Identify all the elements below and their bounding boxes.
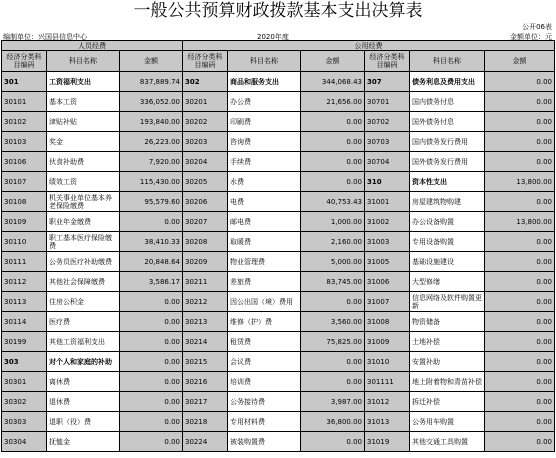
cell-amount: 0.00 xyxy=(485,272,555,292)
cell-name: 工资福利支出 xyxy=(47,72,120,92)
cell-name: 会议费 xyxy=(228,352,301,372)
cell-name: 奖金 xyxy=(47,132,120,152)
cell-amount: 336,052.00 xyxy=(120,92,183,112)
cell-code: 30224 xyxy=(183,432,228,452)
cell-code: 30111 xyxy=(2,252,47,272)
cell-amount: 0.00 xyxy=(301,152,365,172)
cell-amount: 0.00 xyxy=(485,152,555,172)
cell-code: 31010 xyxy=(365,352,410,372)
cell-code: 30212 xyxy=(183,292,228,312)
group-personnel-header: 人员经费 xyxy=(2,41,183,51)
table-row xyxy=(2,292,555,312)
cell-code: 30302 xyxy=(2,392,47,412)
cell-name: 物资储备 xyxy=(410,312,485,332)
cell-amount: 0.00 xyxy=(485,252,555,272)
cell-name: 拆迁补偿 xyxy=(410,392,485,412)
cell-amount: 0.00 xyxy=(485,232,555,252)
cell-name: 取暖费 xyxy=(228,232,301,252)
cell-name: 退职（役）费 xyxy=(47,412,120,432)
cell-name: 租赁费 xyxy=(228,332,301,352)
cell-amount: 0.00 xyxy=(485,372,555,392)
cell-name: 被装购置费 xyxy=(228,432,301,452)
cell-code: 310 xyxy=(365,172,410,192)
cell-code: 30216 xyxy=(183,372,228,392)
cell-name: 土地补偿 xyxy=(410,332,485,352)
cell-code: 30107 xyxy=(2,172,47,192)
col-name-header: 科目名称 xyxy=(228,51,301,72)
cell-amount: 0.00 xyxy=(301,352,365,372)
cell-amount: 0.00 xyxy=(120,212,183,232)
cell-code: 31003 xyxy=(365,232,410,252)
cell-code: 30703 xyxy=(365,132,410,152)
cell-amount: 0.00 xyxy=(301,432,365,452)
cell-amount: 0.00 xyxy=(485,332,555,352)
cell-code: 31007 xyxy=(365,292,410,312)
cell-code: 30110 xyxy=(2,232,47,252)
cell-name: 商品和服务支出 xyxy=(228,72,301,92)
table-row xyxy=(2,272,555,292)
cell-code: 30101 xyxy=(2,92,47,112)
cell-code: 30199 xyxy=(2,332,47,352)
cell-name: 大型修缮 xyxy=(410,272,485,292)
col-amount-header: 金额 xyxy=(301,51,365,72)
cell-amount: 75,825.00 xyxy=(301,332,365,352)
cell-name: 离休费 xyxy=(47,372,120,392)
cell-code: 307 xyxy=(365,72,410,92)
cell-code: 30206 xyxy=(183,192,228,212)
col-code-header: 经济分类科目编码 xyxy=(365,51,410,72)
cell-amount: 0.00 xyxy=(301,372,365,392)
cell-code: 31002 xyxy=(365,212,410,232)
cell-name: 伙食补助费 xyxy=(47,152,120,172)
cell-code: 30112 xyxy=(2,272,47,292)
cell-amount: 344,068.43 xyxy=(301,72,365,92)
cell-amount: 0.00 xyxy=(485,412,555,432)
cell-amount: 0.00 xyxy=(485,292,555,312)
cell-amount: 95,579.60 xyxy=(120,192,183,212)
money-unit: 金额单位：元 xyxy=(510,33,552,41)
cell-code: 30704 xyxy=(365,152,410,172)
cell-amount: 0.00 xyxy=(485,72,555,92)
cell-amount: 0.00 xyxy=(120,392,183,412)
cell-name: 办公设备购置 xyxy=(410,212,485,232)
cell-name: 国外债务付息 xyxy=(410,112,485,132)
cell-code: 301111 xyxy=(365,372,410,392)
cell-amount: 0.00 xyxy=(120,372,183,392)
cell-name: 津贴补贴 xyxy=(47,112,120,132)
cell-code: 30215 xyxy=(183,352,228,372)
cell-name: 培训费 xyxy=(228,372,301,392)
cell-name: 国外债务发行费用 xyxy=(410,152,485,172)
cell-code: 30301 xyxy=(2,372,47,392)
col-name-header: 科目名称 xyxy=(410,51,485,72)
cell-name: 物业管理费 xyxy=(228,252,301,272)
cell-code: 303 xyxy=(2,352,47,372)
table-row xyxy=(2,232,555,252)
cell-code: 30211 xyxy=(183,272,228,292)
cell-name: 绩效工资 xyxy=(47,172,120,192)
cell-amount: 5,000.00 xyxy=(301,252,365,272)
cell-code: 30103 xyxy=(2,132,47,152)
cell-amount: 40,753.43 xyxy=(301,192,365,212)
cell-name: 邮电费 xyxy=(228,212,301,232)
table-row xyxy=(2,72,555,92)
cell-code: 31013 xyxy=(365,412,410,432)
cell-name: 国内债务发行费用 xyxy=(410,132,485,152)
cell-name: 地上附着物和青苗补偿 xyxy=(410,372,485,392)
cell-name: 基础设施建设 xyxy=(410,252,485,272)
cell-name: 水费 xyxy=(228,172,301,192)
cell-code: 31008 xyxy=(365,312,410,332)
cell-amount: 0.00 xyxy=(485,352,555,372)
cell-amount: 0.00 xyxy=(120,412,183,432)
cell-name: 电费 xyxy=(228,192,301,212)
table-row xyxy=(2,252,555,272)
cell-amount: 193,840.00 xyxy=(120,112,183,132)
cell-code: 30208 xyxy=(183,232,228,252)
cell-amount: 0.00 xyxy=(301,292,365,312)
cell-name: 基本工资 xyxy=(47,92,120,112)
cell-name: 对个人和家庭的补助 xyxy=(47,352,120,372)
cell-code: 30214 xyxy=(183,332,228,352)
table-row xyxy=(2,412,555,432)
cell-code: 30106 xyxy=(2,152,47,172)
table-row xyxy=(2,132,555,152)
cell-amount: 2,160.00 xyxy=(301,232,365,252)
cell-amount: 83,745.00 xyxy=(301,272,365,292)
cell-name: 债务利息及费用支出 xyxy=(410,72,485,92)
cell-name: 专用材料费 xyxy=(228,412,301,432)
cell-name: 住房公积金 xyxy=(47,292,120,312)
table-row xyxy=(2,432,555,452)
cell-name: 职工基本医疗保险缴费 xyxy=(47,232,120,252)
expenditure-table xyxy=(1,40,555,452)
cell-amount: 1,000.00 xyxy=(301,212,365,232)
cell-amount: 26,223.00 xyxy=(120,132,183,152)
col-name-header: 科目名称 xyxy=(47,51,120,72)
cell-amount: 837,889.74 xyxy=(120,72,183,92)
cell-code: 30202 xyxy=(183,112,228,132)
cell-name: 维修（护）费 xyxy=(228,312,301,332)
cell-amount: 0.00 xyxy=(485,432,555,452)
cell-amount: 7,920.00 xyxy=(120,152,183,172)
cell-amount: 0.00 xyxy=(485,92,555,112)
cell-name: 差旅费 xyxy=(228,272,301,292)
cell-name: 公务员医疗补助缴费 xyxy=(47,252,120,272)
table-row xyxy=(2,112,555,132)
cell-amount: 0.00 xyxy=(485,192,555,212)
cell-amount: 3,560.00 xyxy=(301,312,365,332)
col-amount-header: 金额 xyxy=(120,51,183,72)
group-header-row xyxy=(2,41,555,51)
column-header-row xyxy=(2,51,555,72)
cell-name: 信息网络及软件购置更新 xyxy=(410,292,485,312)
cell-name: 抚恤金 xyxy=(47,432,120,452)
cell-name: 其他工资福利支出 xyxy=(47,332,120,352)
cell-code: 31009 xyxy=(365,332,410,352)
cell-code: 30701 xyxy=(365,92,410,112)
cell-amount: 0.00 xyxy=(120,292,183,312)
cell-code: 30204 xyxy=(183,152,228,172)
cell-amount: 36,800.00 xyxy=(301,412,365,432)
cell-code: 30205 xyxy=(183,172,228,192)
cell-name: 其他交通工具购置 xyxy=(410,432,485,452)
table-row xyxy=(2,152,555,172)
cell-amount: 13,800.00 xyxy=(485,212,555,232)
cell-code: 30203 xyxy=(183,132,228,152)
cell-amount: 0.00 xyxy=(120,432,183,452)
table-body xyxy=(2,72,555,452)
cell-amount: 0.00 xyxy=(301,172,365,192)
cell-code: 30303 xyxy=(2,412,47,432)
cell-code: 30207 xyxy=(183,212,228,232)
cell-code: 31001 xyxy=(365,192,410,212)
cell-code: 31005 xyxy=(365,252,410,272)
cell-code: 31006 xyxy=(365,272,410,292)
cell-code: 30114 xyxy=(2,312,47,332)
cell-name: 其他社会保障缴费 xyxy=(47,272,120,292)
cell-name: 退休费 xyxy=(47,392,120,412)
table-row xyxy=(2,332,555,352)
table-row xyxy=(2,212,555,232)
group-public-header: 公用经费 xyxy=(183,41,555,51)
cell-name: 公务接待费 xyxy=(228,392,301,412)
cell-code: 302 xyxy=(183,72,228,92)
cell-name: 房屋建筑物购建 xyxy=(410,192,485,212)
col-amount-header: 金额 xyxy=(485,51,555,72)
cell-code: 30201 xyxy=(183,92,228,112)
report-title: 一般公共预算财政拨款基本支出决算表 xyxy=(133,1,423,21)
cell-name: 专用设备购置 xyxy=(410,232,485,252)
cell-code: 30102 xyxy=(2,112,47,132)
cell-name: 安置补助 xyxy=(410,352,485,372)
cell-code: 301 xyxy=(2,72,47,92)
cell-code: 30217 xyxy=(183,392,228,412)
cell-name: 咨询费 xyxy=(228,132,301,152)
col-code-header: 经济分类科目编码 xyxy=(183,51,228,72)
cell-amount: 0.00 xyxy=(485,112,555,132)
cell-code: 30213 xyxy=(183,312,228,332)
cell-code: 31019 xyxy=(365,432,410,452)
cell-name: 印刷费 xyxy=(228,112,301,132)
cell-amount: 0.00 xyxy=(120,352,183,372)
table-row xyxy=(2,312,555,332)
table-row xyxy=(2,192,555,212)
cell-name: 公务用车购置 xyxy=(410,412,485,432)
table-row xyxy=(2,372,555,392)
cell-amount: 0.00 xyxy=(301,132,365,152)
cell-code: 30218 xyxy=(183,412,228,432)
cell-code: 30113 xyxy=(2,292,47,312)
cell-code: 30304 xyxy=(2,432,47,452)
cell-amount: 3,586.17 xyxy=(120,272,183,292)
cell-name: 职业年金缴费 xyxy=(47,212,120,232)
cell-amount: 0.00 xyxy=(485,312,555,332)
cell-amount: 38,410.33 xyxy=(120,232,183,252)
cell-code: 30108 xyxy=(2,192,47,212)
cell-amount: 13,800.00 xyxy=(485,172,555,192)
table-row xyxy=(2,92,555,112)
col-code-header: 经济分类科目编码 xyxy=(2,51,47,72)
fiscal-year: 2020年度 xyxy=(257,33,289,41)
reporting-unit: 编制单位：兴国县信息中心 xyxy=(3,33,87,41)
table-row xyxy=(2,392,555,412)
cell-amount: 0.00 xyxy=(301,112,365,132)
cell-code: 30209 xyxy=(183,252,228,272)
cell-amount: 0.00 xyxy=(485,132,555,152)
form-number: 公开06表 xyxy=(522,23,552,31)
cell-amount: 0.00 xyxy=(485,392,555,412)
cell-amount: 0.00 xyxy=(120,332,183,352)
cell-name: 医疗费 xyxy=(47,312,120,332)
cell-code: 30109 xyxy=(2,212,47,232)
cell-name: 资本性支出 xyxy=(410,172,485,192)
cell-name: 机关事业单位基本养老保险缴费 xyxy=(47,192,120,212)
cell-name: 国内债务付息 xyxy=(410,92,485,112)
cell-code: 30702 xyxy=(365,112,410,132)
cell-amount: 3,987.00 xyxy=(301,392,365,412)
cell-name: 手续费 xyxy=(228,152,301,172)
cell-name: 因公出国（境）费用 xyxy=(228,292,301,312)
cell-amount: 115,430.00 xyxy=(120,172,183,192)
cell-amount: 21,656.00 xyxy=(301,92,365,112)
cell-code: 31012 xyxy=(365,392,410,412)
cell-amount: 20,848.64 xyxy=(120,252,183,272)
table-row xyxy=(2,172,555,192)
cell-name: 办公费 xyxy=(228,92,301,112)
cell-amount: 0.00 xyxy=(120,312,183,332)
table-row xyxy=(2,352,555,372)
